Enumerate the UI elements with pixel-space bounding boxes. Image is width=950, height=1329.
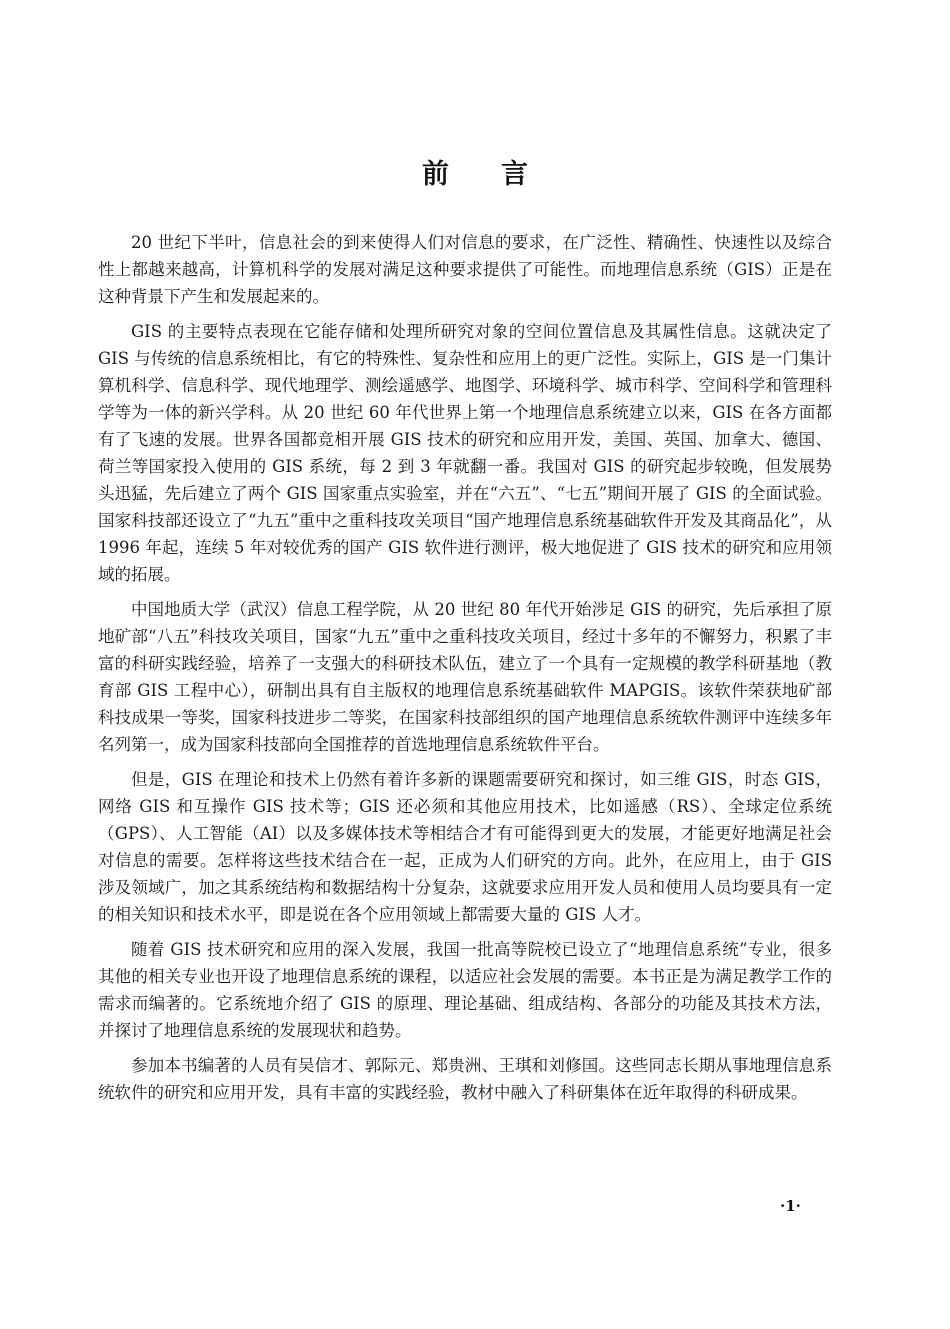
paragraph-6: 参加本书编著的人员有吴信才、郭际元、郑贵洲、王琪和刘修国。这些同志长期从事地理信息系统软件的研究和应用开发，具有丰富的实践经验，教材中融入了科研集体在近年取得的科研成果。	[98, 1056, 832, 1102]
paragraph-5: 随着 GIS 技术研究和应用的深入发展，我国一批高等院校已设立了“地理信息系统”专业，很多其他的相关专业也开设了地理信息系统的课程，以适应社会发展的需要。本书正是为满足教学工作的需求而编著的。它系统地介绍了 GIS 的原理、理论基础、组成结构、各部分的功能及其技术方法，并探讨了地理信息系统的发展现状和趋势。	[98, 940, 832, 1040]
paragraph-3: 中国地质大学（武汉）信息工程学院，从 20 世纪 80 年代开始涉足 GIS 的研究，先后承担了原地矿部“八五”科技攻关项目，国家“九五”重中之重科技攻关项目，经过十多年的不懈努力，积累了丰富的科研实践经验，培养了一支强大的科研技术队伍，建立了一个具有一定规模的教学科研基地（教育部 GIS 工程中心），研制出具有自主版权的地理信息系统基础软件 MAPGIS。该软件荣获地矿部科技成果一等奖，国家科技进步二等奖，在国家科技部组织的国产地理信息系统软件测评中连续多年名列第一，成为国家科技部向全国推荐的首选地理信息系统软件平台。	[98, 600, 832, 754]
page-number: ·1·	[780, 1197, 801, 1215]
paragraph-2: GIS 的主要特点表现在它能存储和处理所研究对象的空间位置信息及其属性信息。这就决定了 GIS 与传统的信息系统相比，有它的特殊性、复杂性和应用上的更广泛性。实际上，GIS 是一门集计算机科学、信息科学、现代地理学、测绘遥感学、地图学、环境科学、城市科学、空间科学和管理科学等为一体的新兴学科。从 20 世纪 60 年代世界上第一个地理信息系统建立以来，GIS 在各方面都有了飞速的发展。世界各国都竞相开展 GIS 技术的研究和应用开发，美国、英国、加拿大、德国、荷兰等国家投入使用的 GIS 系统，每 2 到 3 年就翻一番。我国对 GIS 的研究起步较晚，但发展势头迅猛，先后建立了两个 GIS 国家重点实验室，并在“六五”、“七五”期间开展了 GIS 的全面试验。国家科技部还设立了“九五”重中之重科技攻关项目“国产地理信息系统基础软件开发及其商品化”，从 1996 年起，连续 5 年对较优秀的国产 GIS 软件进行测评，极大地促进了 GIS 技术的研究和应用领域的拓展。	[98, 322, 832, 584]
paragraph-4: 但是，GIS 在理论和技术上仍然有着许多新的课题需要研究和探讨，如三维 GIS，时态 GIS，网络 GIS 和互操作 GIS 技术等；GIS 还必须和其他应用技术，比如遥感（RS）、全球定位系统（GPS）、人工智能（AI）以及多媒体技术等相结合才有可能得到更大的发展，才能更好地满足社会对信息的需要。怎样将这些技术结合在一起，正成为人们研究的方向。此外，在应用上，由于 GIS 涉及领域广，加之其系统结构和数据结构十分复杂，这就要求应用开发人员和使用人员均要具有一定的相关知识和技术水平，即是说在各个应用领域上都需要大量的 GIS 人才。	[98, 770, 832, 924]
page-title: 前言	[422, 159, 580, 190]
paragraph-1: 20 世纪下半叶，信息社会的到来使得人们对信息的要求，在广泛性、精确性、快速性以及综合性上都越来越高，计算机科学的发展对满足这种要求提供了可能性。而地理信息系统（GIS）正是在这种背景下产生和发展起来的。	[98, 233, 832, 306]
preface-body	[98, 229, 832, 1106]
